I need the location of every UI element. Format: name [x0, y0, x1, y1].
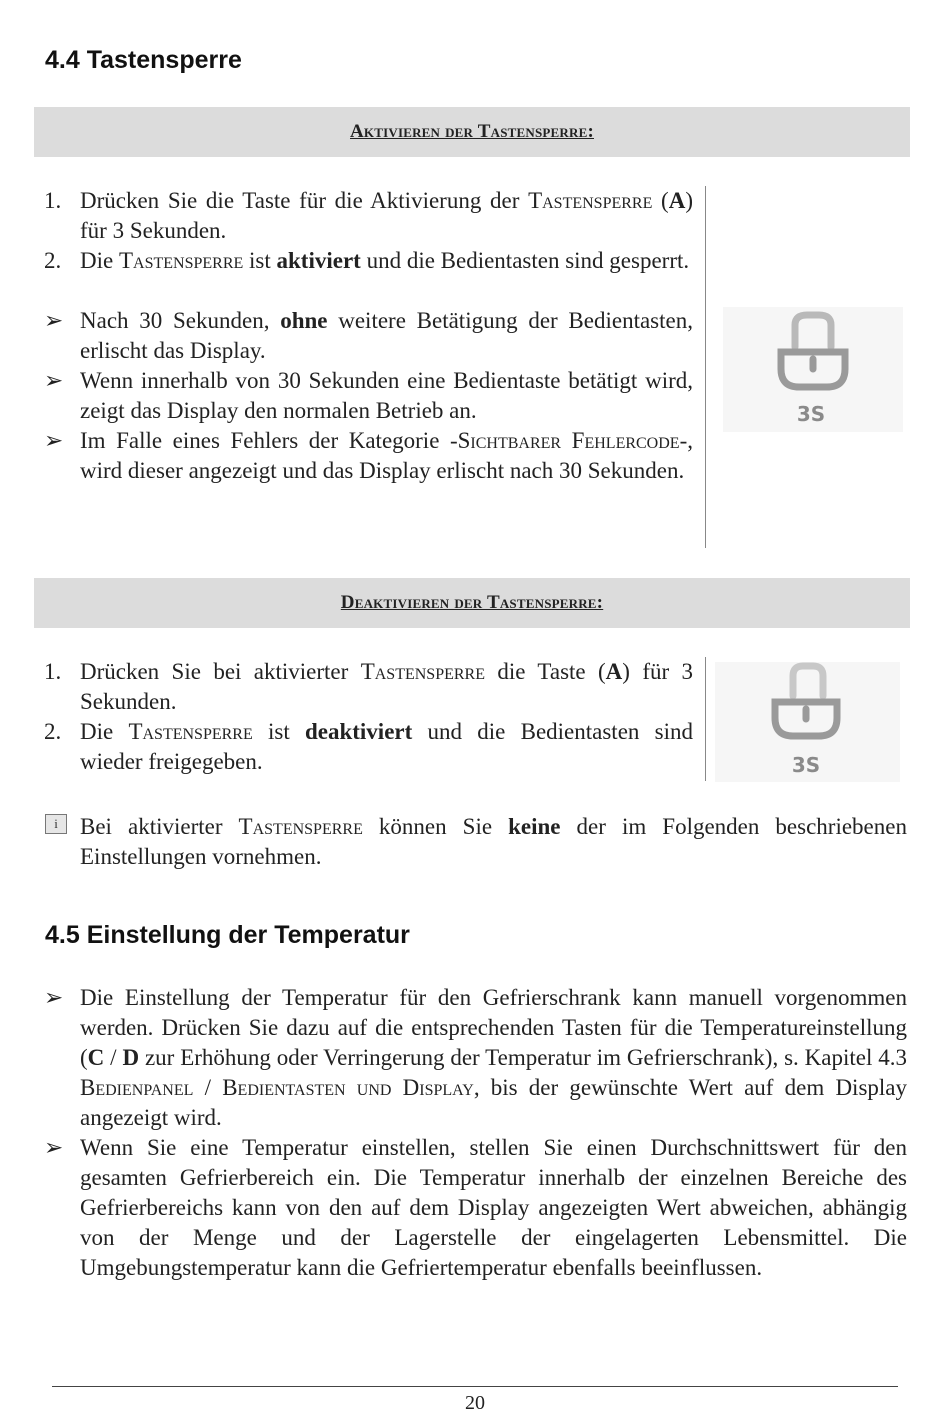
bold-text: C: [87, 1045, 105, 1070]
bold-text: keine: [508, 814, 561, 839]
bold-text: ohne: [280, 308, 328, 333]
deactivate-steps-list: [36, 657, 693, 777]
small-caps-term: Tastensperre: [128, 719, 253, 744]
bullet-note: [36, 426, 693, 486]
numbered-step: [36, 657, 693, 717]
temperature-notes-block: [36, 983, 907, 1283]
text-run: Wenn innerhalb von 30 Sekunden eine Bedientaste betätigt wird, zeigt das Display den normalen Betrieb an.: [80, 368, 693, 423]
text-run: ) für 3 Sekunden.: [80, 188, 693, 243]
bullet-note: [36, 983, 907, 1133]
page-number: 20: [465, 1392, 485, 1414]
step-number: 2.: [44, 248, 62, 273]
small-caps-term: Tastensperre: [528, 188, 653, 213]
lock-duration-label: 3S: [796, 402, 826, 426]
text-run: (: [652, 188, 669, 213]
info-icon: i: [45, 814, 67, 834]
text-run: Die Einstellung der Temperatur für den Gefrierschrank kann manuell vorgenommen werden. Drücken Sie dazu auf die entsprechenden Tasten für die Temperatureinstellung (: [80, 985, 907, 1070]
column-divider-2: [705, 657, 706, 781]
text-run: Nach 30 Sekunden,: [80, 308, 281, 333]
text-run: ) für 3 Sekunden.: [80, 659, 694, 714]
info-note-block: [36, 812, 907, 872]
footer-rule: [52, 1386, 898, 1387]
text-run: Bei aktivierter: [80, 814, 239, 839]
text-run: der im Folgenden beschriebenen Einstellungen vornehmen.: [80, 814, 907, 869]
text-run: Die: [80, 719, 129, 744]
step-number: 1.: [44, 188, 62, 213]
bold-text: deaktiviert: [304, 719, 413, 744]
text-run: weitere Betätigung der Bedientasten, erlischt das Display.: [80, 308, 693, 363]
numbered-step: [36, 186, 693, 246]
text-run: Drücken Sie die Taste für die Aktivierung der: [80, 188, 529, 213]
text-run: ist: [252, 719, 305, 744]
text-run: ist: [243, 248, 277, 273]
bold-text: aktiviert: [276, 248, 361, 273]
small-caps-term: Bedienpanel / Bedientasten und Display: [80, 1075, 474, 1100]
text-run: und die Bedientasten sind gesperrt.: [360, 248, 690, 273]
section-title-44: 4.4 Tastensperre: [45, 46, 242, 74]
bold-text: A: [605, 659, 623, 684]
unlock-duration-label: 3S: [791, 753, 821, 777]
text-run: Wenn Sie eine Temperatur einstellen, stellen Sie einen Durchschnittswert für den gesamten Gefrierbereich ein. Die Temperatur innerhalb der einzelnen Bereiche des Gefrierbereichs kann von den auf dem Display angezeigten Wert abweichen, abhängig von der Menge und der Lagerstelle der eingelagerten Lebensmittel. Die Umgebungstemperatur kann die Gefriertemperatur ebenfalls beeinflussen.: [80, 1135, 907, 1280]
arrow-bullet-icon: ➢: [44, 368, 64, 393]
bold-text: A: [668, 188, 686, 213]
small-caps-term: Tastensperre: [118, 248, 244, 273]
small-caps-term: Tastensperre: [360, 659, 485, 684]
text-run: und die Bedientasten sind wieder freigegeben.: [80, 719, 693, 774]
deactivate-header: Deaktivieren der Tastensperre:: [340, 592, 604, 613]
small-caps-term: Tastensperre: [238, 814, 363, 839]
text-run: /: [104, 1045, 123, 1070]
step-number: 2.: [44, 719, 62, 744]
activate-notes-list: [36, 306, 693, 486]
text-run: Die: [80, 248, 119, 273]
deactivate-text-block: [36, 657, 693, 777]
small-caps-term: Sichtbarer Fehlercode: [457, 428, 680, 453]
arrow-bullet-icon: ➢: [44, 428, 64, 453]
activate-header-band: [34, 107, 910, 157]
step-number: 1.: [44, 659, 62, 684]
text-run: Drücken Sie bei aktivierter: [80, 659, 361, 684]
activate-header: Aktivieren der Tastensperre:: [350, 121, 594, 142]
deactivate-header-band: [34, 578, 910, 628]
text-run: , bis der gewünschte Wert auf dem Display angezeigt wird.: [80, 1075, 907, 1130]
arrow-bullet-icon: ➢: [44, 308, 64, 333]
text-run: -, wird dieser angezeigt und das Display erlischt nach 30 Sekunden.: [80, 428, 693, 483]
activate-text-block: [36, 186, 693, 486]
arrow-bullet-icon: ➢: [44, 1135, 64, 1160]
section-title-45: 4.5 Einstellung der Temperatur: [45, 921, 410, 949]
text-run: Im Falle eines Fehlers der Kategorie -: [80, 428, 458, 453]
bullet-note: [36, 366, 693, 426]
numbered-step: [36, 246, 693, 276]
activate-steps-list: [36, 186, 693, 276]
bold-text: D: [122, 1045, 140, 1070]
text-run: die Taste (: [484, 659, 606, 684]
arrow-bullet-icon: ➢: [44, 985, 64, 1010]
column-divider: [705, 186, 706, 548]
numbered-step: [36, 717, 693, 777]
key-lock-icon: [723, 307, 903, 432]
info-note: [36, 812, 907, 872]
key-unlock-icon: [715, 662, 900, 782]
bullet-note: [36, 306, 693, 366]
text-run: können Sie: [362, 814, 509, 839]
temperature-notes-list: [36, 983, 907, 1283]
text-run: zur Erhöhung oder Verringerung der Temperatur im Gefrierschrank), s. Kapitel 4.3: [139, 1045, 907, 1070]
bullet-note: [36, 1133, 907, 1283]
